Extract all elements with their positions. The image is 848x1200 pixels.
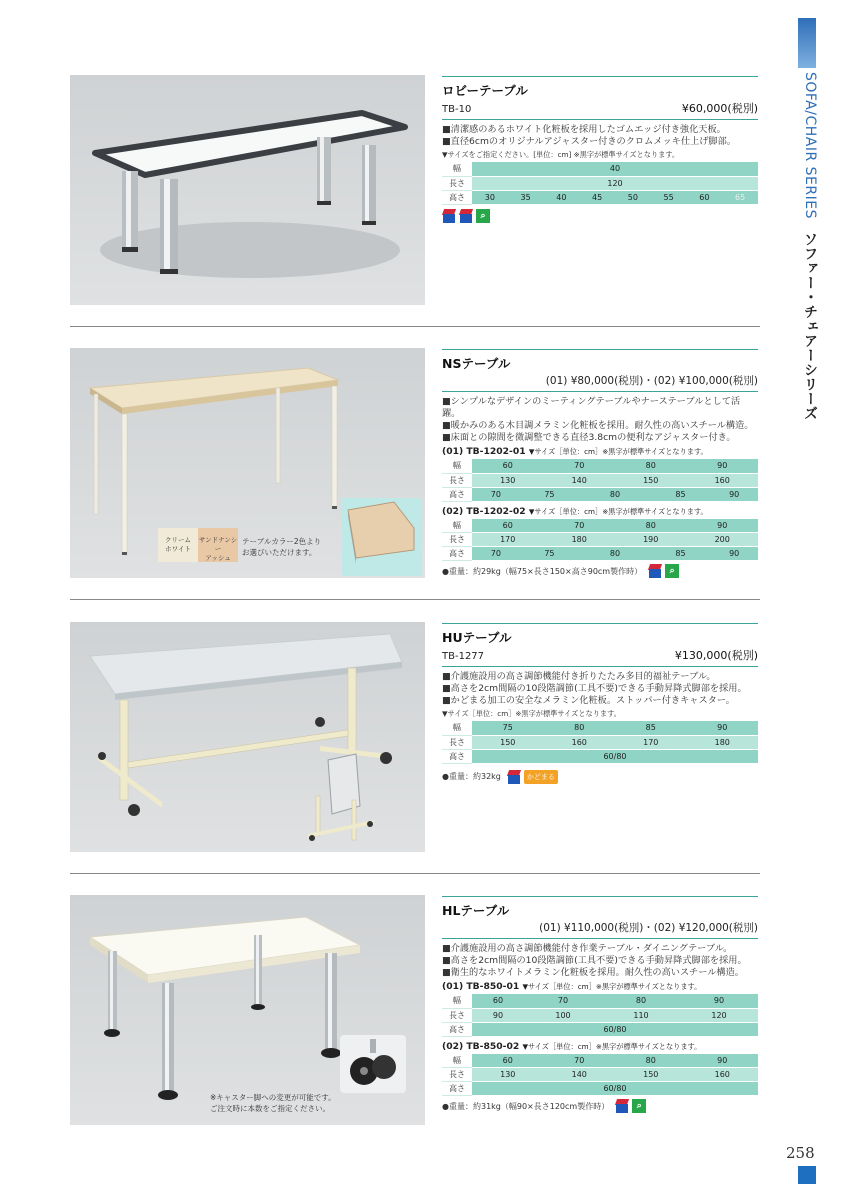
- product-price: ¥130,000(税別): [674, 649, 758, 662]
- divider: [442, 666, 758, 667]
- table-cell: 85: [615, 721, 687, 735]
- size-table: [442, 721, 758, 764]
- product-price: ¥60,000(税別): [681, 102, 758, 115]
- table-cell: 60/80: [472, 1022, 758, 1036]
- product-photo-ns-table: [70, 348, 425, 578]
- variant-model: (01) TB-850-01: [442, 981, 520, 992]
- hl-table-illustration: [70, 895, 425, 1125]
- row-label: 長さ: [442, 1008, 472, 1022]
- size-note: ▼サイズ［単位：cm］※黒字が標準サイズとなります。: [442, 709, 621, 718]
- swatch-label: サンドナンシー: [198, 536, 238, 553]
- product-name: HLテーブル: [442, 903, 510, 918]
- table-cell: 60/80: [472, 749, 758, 763]
- variant-heading: [442, 446, 758, 457]
- product-description: [442, 943, 758, 979]
- table-cell: 90: [710, 547, 758, 561]
- weight-text: ●重量：約31kg（幅90×長さ120cm製作時）: [442, 1101, 610, 1111]
- feature-icons: [442, 209, 758, 223]
- table-cell: 80: [615, 1054, 687, 1068]
- row-label: 幅: [442, 994, 472, 1008]
- table-cell: 150: [615, 1068, 687, 1082]
- table-cell: 90: [687, 1054, 759, 1068]
- variant-model: (02) TB-1202-02: [442, 505, 526, 517]
- product-photo-hl-table: [70, 895, 425, 1125]
- table-cell: 140: [544, 1068, 616, 1082]
- table-cell: 90: [472, 1008, 524, 1022]
- table-cell: 40: [472, 162, 758, 176]
- cube-icon: [648, 564, 662, 578]
- table-cell: 160: [686, 473, 758, 487]
- table-cell: 160: [687, 1068, 759, 1082]
- table-cell: 45: [579, 190, 615, 204]
- divider: [442, 896, 758, 897]
- caption-line: ※キャスター脚への変更が可能です。: [210, 1093, 336, 1102]
- product-model: TB-10: [442, 104, 472, 115]
- divider: [442, 119, 758, 120]
- product-price: (01) ¥110,000(税別)・(02) ¥120,000(税別): [539, 922, 758, 934]
- table-cell: 55: [651, 190, 687, 204]
- product-name: HUテーブル: [442, 630, 512, 645]
- series-title-en: SOFA/CHAIR SERIES: [802, 72, 818, 219]
- table-cell: 70: [543, 519, 615, 533]
- table-cell: 190: [615, 533, 687, 547]
- table-cell: 90: [686, 519, 758, 533]
- divider: [442, 76, 758, 77]
- desc-line: ■介護施設用の高さ調節機能付き作業テーブル・ダイニングテーブル。: [442, 943, 733, 954]
- size-table: [442, 519, 758, 562]
- weight-text: ●重量：約29kg（幅75×長さ150×高さ90cm製作時）: [442, 566, 643, 576]
- section-divider: [70, 873, 760, 874]
- product-block-ns-table: [442, 349, 758, 578]
- caption-line: テーブルカラー2色より: [242, 537, 322, 546]
- page-number: 258: [786, 1144, 815, 1162]
- divider: [442, 391, 758, 392]
- swatch-label: クリーム: [165, 536, 191, 544]
- product-description: [442, 671, 758, 707]
- row-label: 高さ: [442, 190, 472, 204]
- row-label: 高さ: [442, 1022, 472, 1036]
- search-icon: ⌕: [665, 564, 679, 578]
- product-description: [442, 396, 758, 444]
- table-cell: 90: [686, 459, 758, 473]
- desc-line: ■暖かみのある木目調メラミン化粧板を採用。耐久性の高いスチール構造。: [442, 420, 754, 431]
- table-cell: 60/80: [472, 1082, 758, 1096]
- cube-icon: [615, 1099, 629, 1113]
- variant-heading: [442, 1041, 758, 1052]
- size-note: ▼サイズ［単位：cm］※黒字が標準サイズとなります。: [528, 506, 708, 516]
- color-swatch-sand-ash: [198, 528, 238, 562]
- size-table: [442, 994, 758, 1037]
- table-cell: 80: [602, 994, 680, 1008]
- row-label: 幅: [442, 162, 472, 176]
- table-cell: 75: [520, 487, 580, 501]
- table-cell: 120: [472, 176, 758, 190]
- divider: [442, 623, 758, 624]
- table-cell: 85: [651, 547, 711, 561]
- variant-model: (01) TB-1202-01: [442, 446, 526, 457]
- table-cell: 75: [520, 547, 580, 561]
- swatch-label: アッシュ: [205, 554, 231, 562]
- color-swatch-cream-white: [158, 528, 198, 562]
- table-cell: 90: [687, 721, 759, 735]
- product-photo-lobby-table: [70, 75, 425, 305]
- swatch-label: ホワイト: [165, 545, 191, 553]
- desc-line: ■介護施設用の高さ調節機能付き折りたたみ多目的福祉テーブル。: [442, 671, 716, 682]
- section-divider: [70, 326, 760, 327]
- series-title-jp: ソファー・チェアーシリーズ: [802, 231, 818, 421]
- table-cell: 100: [524, 1008, 602, 1022]
- size-table: [442, 1054, 758, 1097]
- table-cell: 160: [544, 735, 616, 749]
- caption-line: お選びいただけます。: [242, 548, 317, 557]
- table-cell: 170: [472, 533, 543, 547]
- desc-line: ■直径6cmのオリジナルアジャスター付きのクロムメッキ仕上げ脚部。: [442, 136, 736, 147]
- table-cell: 80: [615, 459, 687, 473]
- table-cell: 70: [544, 1054, 616, 1068]
- desc-line: ■かどまる加工の安全なメラミン化粧板。ストッパー付きキャスター。: [442, 695, 735, 706]
- product-block-hl-table: [442, 896, 758, 1113]
- row-label: 幅: [442, 519, 472, 533]
- table-cell: 80: [579, 547, 651, 561]
- table-cell: 70: [472, 487, 520, 501]
- table-cell: 180: [687, 735, 759, 749]
- size-note: ▼サイズをご指定ください。[単位：cm] ※黒字が標準サイズとなります。: [442, 150, 680, 159]
- cube-icon: [459, 209, 473, 223]
- caption-line: ご注文時に本数をご指定ください。: [210, 1104, 330, 1113]
- divider: [442, 938, 758, 939]
- cube-icon: [442, 209, 456, 223]
- size-table: [442, 162, 758, 205]
- table-cell: 130: [472, 1068, 544, 1082]
- desc-line: ■高さを2cm間隔の10段階調節(工具不要)できる手動昇降式脚部を採用。: [442, 683, 747, 694]
- row-label: 長さ: [442, 1068, 472, 1082]
- table-cell: 70: [543, 459, 615, 473]
- desc-line: ■衛生的なホワイトメラミン化粧板を採用。耐久性の高いスチール構造。: [442, 967, 744, 978]
- row-label: 幅: [442, 459, 472, 473]
- table-cell: 80: [615, 519, 687, 533]
- table-cell: 80: [544, 721, 616, 735]
- caster-caption: [210, 1092, 336, 1114]
- divider: [442, 349, 758, 350]
- weight-text: ●重量：約32kg: [442, 772, 501, 781]
- table-cell: 60: [472, 1054, 544, 1068]
- weight-info: [442, 564, 758, 578]
- product-name: ロビーテーブル: [442, 83, 528, 98]
- table-cell: 170: [615, 735, 687, 749]
- variant-heading: [442, 506, 758, 517]
- table-cell: 180: [543, 533, 615, 547]
- table-cell: 110: [602, 1008, 680, 1022]
- table-cell: 80: [579, 487, 651, 501]
- series-title: [796, 72, 820, 421]
- variant-model: (02) TB-850-02: [442, 1040, 520, 1052]
- table-cell: 130: [472, 473, 543, 487]
- table-cell: 75: [472, 721, 544, 735]
- row-label: 高さ: [442, 547, 472, 561]
- table-cell: 150: [615, 473, 687, 487]
- cube-icon: [507, 770, 521, 784]
- section-divider: [70, 599, 760, 600]
- table-cell: 40: [544, 190, 580, 204]
- product-name: NSテーブル: [442, 356, 511, 371]
- row-label: 長さ: [442, 735, 472, 749]
- side-accent-bar: [798, 18, 816, 68]
- desc-line: ■清潔感のあるホワイト化粧板を採用したゴムエッジ付き強化天板。: [442, 124, 726, 135]
- product-block-lobby-table: [442, 76, 758, 223]
- row-label: 長さ: [442, 533, 472, 547]
- table-cell: 50: [615, 190, 651, 204]
- row-label: 高さ: [442, 749, 472, 763]
- search-icon: ⌕: [632, 1099, 646, 1113]
- table-cell: 90: [680, 994, 758, 1008]
- table-cell: 35: [508, 190, 544, 204]
- table-cell: 65: [722, 190, 758, 204]
- table-cell: 120: [680, 1008, 758, 1022]
- rounded-corner-badge: かどまる: [524, 770, 558, 784]
- variant-heading: [442, 981, 758, 992]
- lobby-table-illustration: [70, 75, 425, 305]
- table-cell: 150: [472, 735, 544, 749]
- table-cell: 200: [686, 533, 758, 547]
- table-cell: 140: [543, 473, 615, 487]
- row-label: 長さ: [442, 473, 472, 487]
- row-label: 幅: [442, 1054, 472, 1068]
- desc-line: ■高さを2cm間隔の10段階調節(工具不要)できる手動昇降式脚部を採用。: [442, 955, 747, 966]
- row-label: 長さ: [442, 176, 472, 190]
- table-cell: 70: [472, 547, 520, 561]
- table-cell: 90: [710, 487, 758, 501]
- product-price: (01) ¥80,000(税別)・(02) ¥100,000(税別): [545, 375, 758, 387]
- desc-line: ■床面との隙間を微調整できる直径3.8cmの便利なアジャスター付き。: [442, 432, 736, 443]
- product-photo-hu-table: [70, 622, 425, 852]
- weight-info: [442, 1099, 758, 1113]
- product-model: TB-1277: [442, 651, 485, 662]
- desc-line: ■シンプルなデザインのミーティングテーブルやナーステーブルとして活躍。: [442, 396, 741, 419]
- size-note: ▼サイズ［単位：cm］※黒字が標準サイズとなります。: [528, 447, 708, 456]
- page-marker: [798, 1166, 816, 1184]
- swatch-caption: [242, 536, 321, 558]
- search-icon: ⌕: [476, 209, 490, 223]
- row-label: 幅: [442, 721, 472, 735]
- row-label: 高さ: [442, 487, 472, 501]
- table-cell: 60: [472, 994, 524, 1008]
- size-note: ▼サイズ［単位：cm］※黒字が標準サイズとなります。: [522, 982, 702, 991]
- weight-info: [442, 770, 758, 784]
- table-cell: 60: [687, 190, 723, 204]
- table-cell: 70: [524, 994, 602, 1008]
- product-block-hu-table: [442, 623, 758, 784]
- table-cell: 60: [472, 519, 543, 533]
- hu-table-illustration: [70, 622, 425, 852]
- row-label: 高さ: [442, 1082, 472, 1096]
- table-cell: 85: [651, 487, 711, 501]
- table-cell: 30: [472, 190, 508, 204]
- size-note: ▼サイズ［単位：cm］※黒字が標準サイズとなります。: [522, 1041, 702, 1051]
- size-table: [442, 459, 758, 502]
- product-description: [442, 124, 758, 148]
- table-cell: 60: [472, 459, 543, 473]
